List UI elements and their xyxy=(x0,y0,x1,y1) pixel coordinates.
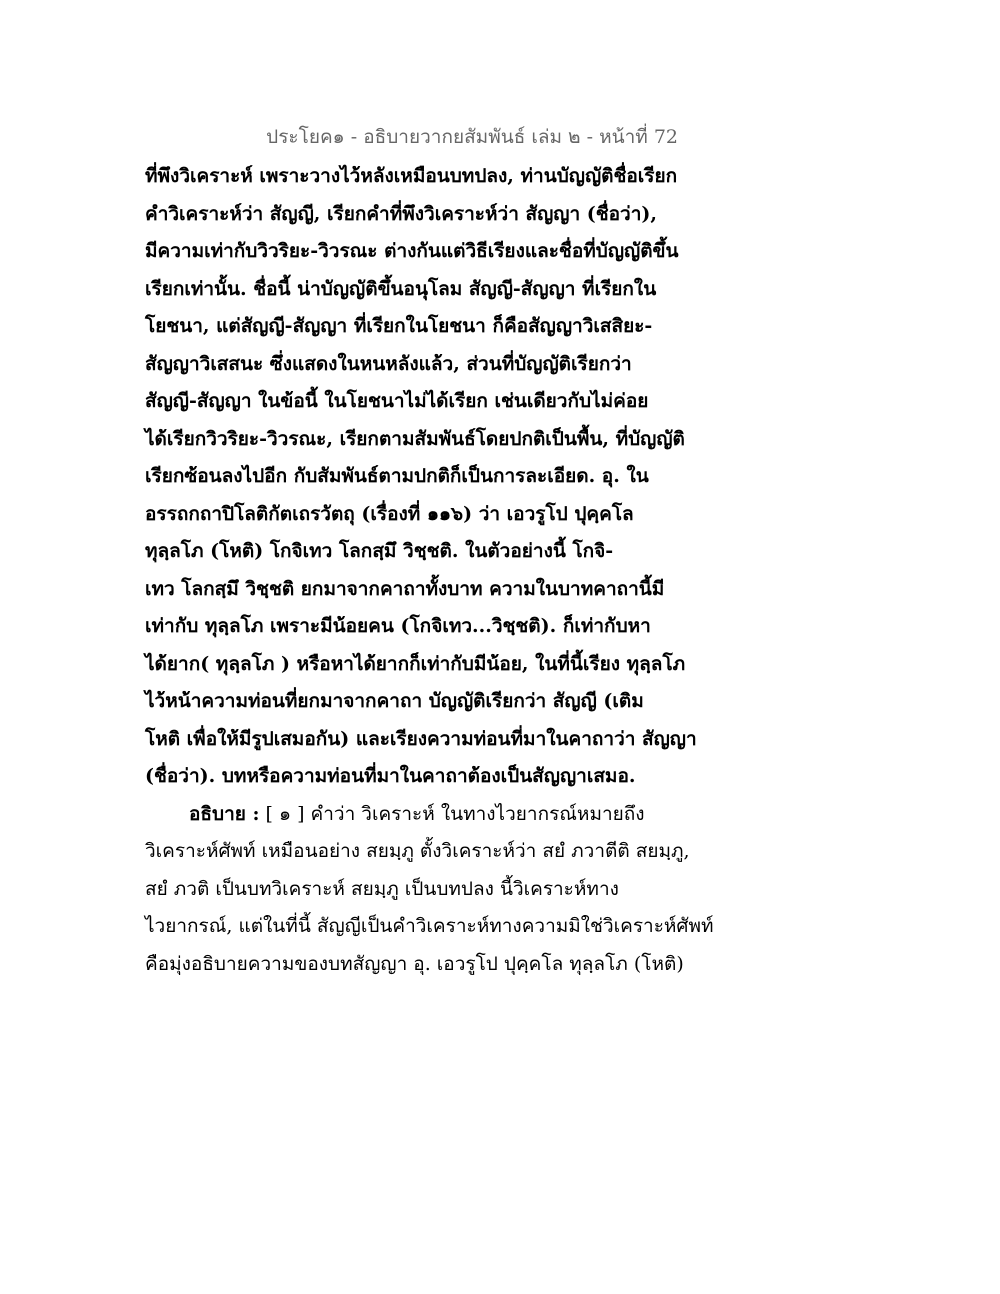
text-line: วิเคราะห์ศัพท์ เหมือนอย่าง สยมฺภู ตั้งวิเคราะห์ว่า สยํ ภวาตีติ สยมฺภู, xyxy=(145,840,690,862)
text-line: มีความเท่ากับวิวริยะ-วิวรณะ ต่างกันแต่วิธีเรียงและชื่อที่บัญญัติขึ้น xyxy=(145,240,679,262)
text-line: อรรถกถาปิโลติกัตเถรวัตถุ (เรื่องที่ ๑๑๖) ว่า เอวรูโป ปุคฺคโล xyxy=(145,502,634,525)
text-line: โหติ เพื่อให้มีรูปเสมอกัน) และเรียงความท่อนที่มาในคาถาว่า สัญญา xyxy=(145,727,697,750)
text-line: เรียกเท่านั้น. ชื่อนี้ น่าบัญญัติขึ้นอนุโลม สัญญี-สัญญา ที่เรียกใน xyxy=(145,277,657,300)
text-line: สยํ ภวติ เป็นบทวิเคราะห์ สยมฺภู เป็นบทปลง นี้วิเคราะห์ทาง xyxy=(145,877,619,900)
text-line: คำวิเคราะห์ว่า สัญญี, เรียกคำที่พึงวิเคราะห์ว่า สัญญา (ชื่อว่า), xyxy=(145,202,657,225)
text-line: ได้เรียกวิวริยะ-วิวรณะ, เรียกตามสัมพันธ์โดยปกติเป็นพื้น, ที่บัญญัติ xyxy=(145,427,685,450)
running-header: ประโยค๑ - อธิบายวากยสัมพันธ์ เล่ม ๒ - หน้าที่ 72 xyxy=(266,126,678,148)
text-line: ไวยากรณ์, แต่ในที่นี้ สัญญีเป็นคำวิเคราะห์ทางความมิใช่วิเคราะห์ศัพท์ xyxy=(145,915,714,937)
text-line: ได้ยาก( ทุลฺลโภ ) หรือหาได้ยากก็เท่ากับมีน้อย, ในที่นี้เรียง ทุลฺลโภ xyxy=(145,652,686,675)
text-line: (ชื่อว่า). บทหรือความท่อนที่มาในคาถาต้องเป็นสัญญาเสมอ. xyxy=(145,765,636,787)
text-line: สัญญี-สัญญา ในข้อนี้ ในโยชนาไม่ได้เรียก เช่นเดียวกับไม่ค่อย xyxy=(145,390,649,412)
text-line: เรียกซ้อนลงไปอีก กับสัมพันธ์ตามปกติก็เป็นการละเอียด. อุ. ใน xyxy=(145,465,649,487)
explanation-first-line-text: [ ๑ ] คำว่า วิเคราะห์ ในทางไวยากรณ์หมายถึง xyxy=(259,802,645,825)
explanation-first-line xyxy=(145,796,705,834)
text-line: คือมุ่งอธิบายความของบทสัญญา อุ. เอวรูโป ปุคฺคโล ทุลฺลโภ (โหติ) xyxy=(145,952,684,975)
bold-paragraph xyxy=(145,158,705,796)
text-line: ไว้หน้าความท่อนที่ยกมาจากคาถา บัญญัติเรียกว่า สัญญี (เติม xyxy=(145,690,644,712)
explanation-paragraph xyxy=(145,796,714,984)
text-line: สัญญาวิเสสนะ ซึ่งแสดงในหนหลังแล้ว, ส่วนที่บัญญัติเรียกว่า xyxy=(145,352,632,375)
text-line: เทว โลกสฺมึ วิชฺชติ ยกมาจากคาถาทั้งบาท ความในบาทคาถานี้มี xyxy=(145,577,665,600)
text-line: ทุลฺลโภ (โหติ) โกจิเทว โลกสฺมึ วิชฺชติ. ในตัวอย่างนี้ โกจิ- xyxy=(145,540,614,562)
text-line: ที่พึงวิเคราะห์ เพราะวางไว้หลังเหมือนบทปลง, ท่านบัญญัติชื่อเรียก xyxy=(145,165,678,187)
explanation-label: อธิบาย : xyxy=(189,802,260,825)
body-text xyxy=(145,158,714,983)
text-line: เท่ากับ ทุลฺลโภ เพราะมีน้อยคน (โกจิเทว...วิชฺชติ). ก็เท่ากับหา xyxy=(145,615,651,637)
text-line: โยชนา, แต่สัญญี-สัญญา ที่เรียกในโยชนา ก็คือสัญญาวิเสสิยะ- xyxy=(145,315,653,337)
